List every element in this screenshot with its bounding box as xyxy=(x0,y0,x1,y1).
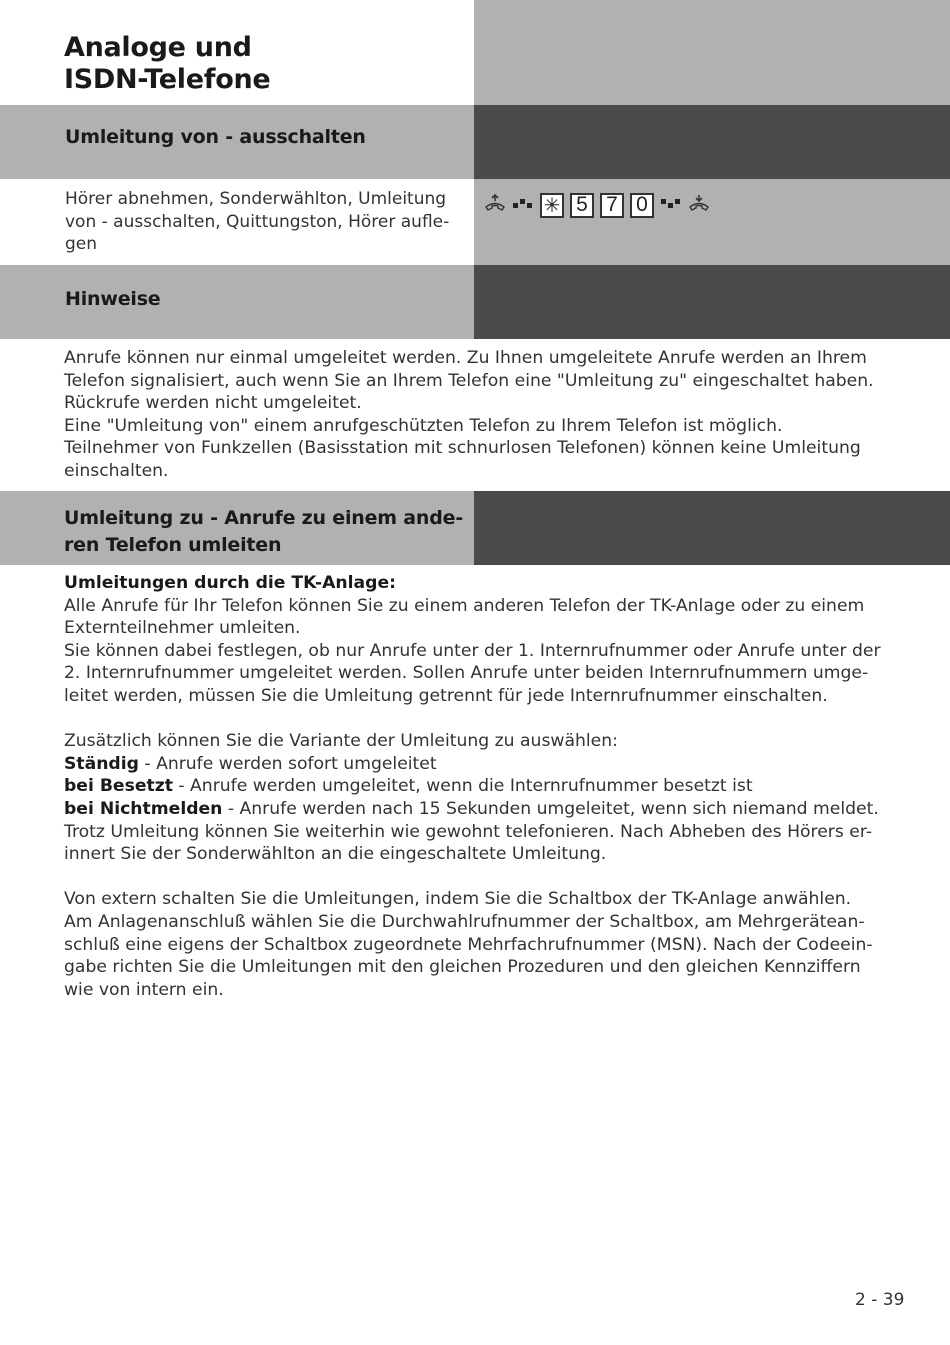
variant-intro: Zusätzlich können Sie die Variante der Umleitung zu auswählen: xyxy=(64,731,618,752)
variant-desc: - Anrufe werden nach 15 Sekunden umgeleitet, wenn sich niemand meldet. xyxy=(222,798,879,819)
notes-line: Telefon signalisiert, auch wenn Sie an Ihrem Telefon eine "Umleitung zu" eingeschaltet haben. xyxy=(64,370,874,391)
para1-line: leitet werden, müssen Sie die Umleitung getrennt für jede Internrufnummer einschalten. xyxy=(64,685,828,706)
variant-term: bei Besetzt xyxy=(64,776,173,797)
page-title xyxy=(64,32,270,96)
handset-lift-icon xyxy=(484,194,506,216)
section2-notes xyxy=(64,347,914,483)
confirm-tone-icon xyxy=(660,196,682,215)
key-sequence xyxy=(484,190,710,220)
notes-line: einschalten. xyxy=(64,460,169,481)
section3-heading-line1: Umleitung zu - Anrufe zu einem ande- xyxy=(64,507,464,529)
para3-line: gabe richten Sie die Umleitungen mit den gleichen Prozeduren und den gleichen Kennziffern xyxy=(64,957,861,978)
key-7: 7 xyxy=(600,193,624,218)
para2-line: innert Sie der Sonderwählton an die eingeschaltete Umleitung. xyxy=(64,844,607,865)
section3-subheading: Umleitungen durch die TK-Anlage: xyxy=(64,573,396,593)
para1-line: 2. Internrufnummer umgeleitet werden. Sollen Anrufe unter beiden Internrufnummern umge- xyxy=(64,663,869,684)
section1-header-dark-band xyxy=(474,105,950,179)
section3-body xyxy=(64,572,914,1001)
variant-desc: - Anrufe werden sofort umgeleitet xyxy=(138,753,437,774)
page-number: 2 - 39 xyxy=(855,1290,905,1310)
section1-step-text: Hörer abnehmen, Sonderwählton, Umleitung von - ausschalten, Quittungston, Hörer aufle-gen xyxy=(65,189,450,254)
variant-item xyxy=(64,753,914,776)
notes-line: Rückrufe werden nicht umgeleitet. xyxy=(64,393,362,414)
variant-item xyxy=(64,798,914,821)
para3-line: Von extern schalten Sie die Umleitungen, indem Sie die Schaltbox der TK-Anlage anwählen. xyxy=(64,889,852,910)
para3-line: Am Anlagenanschluß wählen Sie die Durchwahlrufnummer der Schaltbox, am Mehrgerätean- xyxy=(64,911,865,932)
notes-line: Teilnehmer von Funkzellen (Basisstation mit schnurlosen Telefonen) können keine Umleitung xyxy=(64,438,861,459)
variant-item xyxy=(64,775,914,798)
special-dial-tone-icon xyxy=(512,196,534,215)
variant-term: Ständig xyxy=(64,753,139,774)
para1-line: Sie können dabei festlegen, ob nur Anrufe unter der 1. Internrufnummer oder Anrufe unter der xyxy=(64,640,881,661)
section2-heading: Hinweise xyxy=(65,288,161,310)
para2-line: Trotz Umleitung können Sie weiterhin wie gewohnt telefonieren. Nach Abheben des Hörers er- xyxy=(64,821,873,842)
page-title-line1: Analoge und xyxy=(64,32,252,63)
notes-line: Anrufe können nur einmal umgeleitet werden. Zu Ihnen umgeleitete Anrufe werden an Ihrem xyxy=(64,348,867,368)
variant-desc: - Anrufe werden umgeleitet, wenn die Internrufnummer besetzt ist xyxy=(172,776,753,797)
notes-line: Eine "Umleitung von" einem anrufgeschützten Telefon zu Ihrem Telefon ist möglich. xyxy=(64,415,783,436)
section3-heading-line2: ren Telefon umleiten xyxy=(64,534,282,556)
variant-term: bei Nichtmelden xyxy=(64,798,223,819)
section1-heading: Umleitung von - ausschalten xyxy=(65,126,366,148)
page-title-line2: ISDN-Telefone xyxy=(64,64,271,95)
section3-header-dark-band xyxy=(474,491,950,565)
handset-hangup-icon xyxy=(688,194,710,216)
key-5: 5 xyxy=(570,193,594,218)
section3-heading xyxy=(64,505,463,559)
section2-header-dark-band xyxy=(474,265,950,339)
header-right-band xyxy=(474,0,950,105)
para1-line: Alle Anrufe für Ihr Telefon können Sie zu einem anderen Telefon der TK-Anlage oder zu einem xyxy=(64,595,865,616)
para3-line: schluß eine eigens der Schaltbox zugeordnete Mehrfachrufnummer (MSN). Nach der Codeein- xyxy=(64,934,873,955)
key-star: ✳ xyxy=(540,193,564,218)
para3-line: wie von intern ein. xyxy=(64,979,224,1000)
key-0: 0 xyxy=(630,193,654,218)
para1-line: Externteilnehmer umleiten. xyxy=(64,618,301,639)
